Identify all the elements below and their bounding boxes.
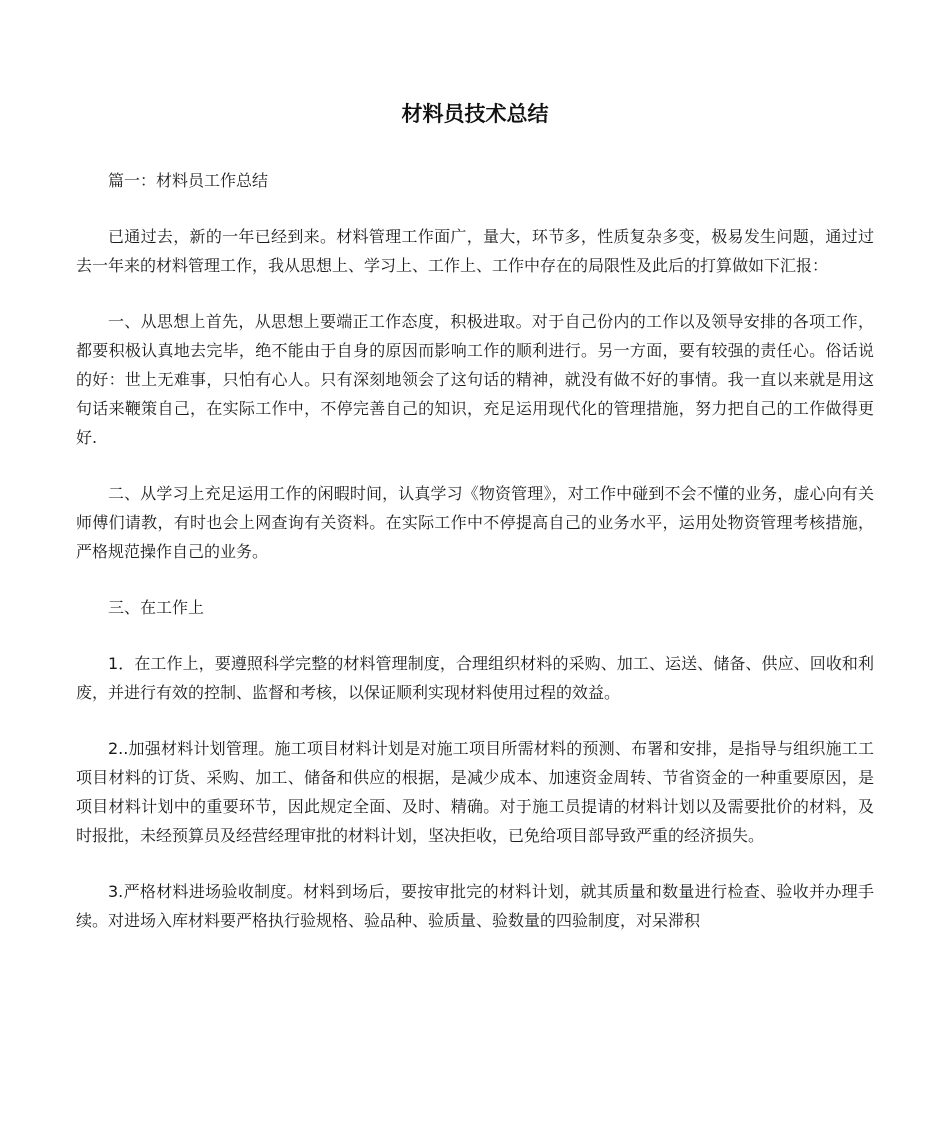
paragraph-study: 二、从学习上充足运用工作的闲暇时间，认真学习《物资管理》，对工作中碰到不会不懂的业务，虚心向有关师傅们请教，有时也会上网查询有关资料。在实际工作中不停提高自己的业务水平，运用处物资管理考核措施，严格规范操作自己的业务。 — [76, 484, 874, 561]
section-heading-part-one: 篇一：材料员工作总结 — [108, 171, 269, 190]
document-title: 材料员技术总结 — [401, 102, 549, 126]
document-page — [76, 96, 874, 962]
section-heading-work: 三、在工作上 — [108, 598, 205, 617]
paragraph-item-1: 1．在工作上，要遵照科学完整的材料管理制度，合理组织材料的采购、加工、运送、储备、供应、回收和利废，并进行有效的控制、监督和考核，以保证顺利实现材料使用过程的效益。 — [76, 654, 874, 702]
paragraph-item-3: 3.严格材料进场验收制度。材料到场后，要按审批完的材料计划，就其质量和数量进行检查、验收并办理手续。对进场入库材料要严格执行验规格、验品种、验质量、验数量的四验制度，对呆滞积 — [76, 882, 874, 930]
intro-paragraph: 已通过去，新的一年已经到来。材料管理工作面广，量大，环节多，性质复杂多变，极易发生问题，通过过去一年来的材料管理工作，我从思想上、学习上、工作上、工作中存在的局限性及此后的打算做如下汇报： — [76, 227, 874, 275]
paragraph-thinking: 一、从思想上首先，从思想上要端正工作态度，积极进取。对于自己份内的工作以及领导安排的各项工作，都要积极认真地去完毕，绝不能由于自身的原因而影响工作的顺利进行。另一方面，要有较强的责任心。俗话说的好：世上无难事，只怕有心人。只有深刻地领会了这句话的精神，就没有做不好的事情。我一直以来就是用这句话来鞭策自己，在实际工作中，不停完善自己的知识，充足运用现代化的管理措施，努力把自己的工作做得更好. — [76, 312, 874, 447]
paragraph-item-2: 2..加强材料计划管理。施工项目材料计划是对施工项目所需材料的预测、布署和安排，是指导与组织施工工项目材料的订货、采购、加工、储备和供应的根据，是减少成本、加速资金周转、节省资金的一种重要原因，是项目材料计划中的重要环节，因此规定全面、及时、精确。对于施工员提请的材料计划以及需要批价的材料，及时报批，未经预算员及经营经理审批的材料计划，坚决拒收，已免给项目部导致严重的经济损失。 — [76, 739, 874, 845]
